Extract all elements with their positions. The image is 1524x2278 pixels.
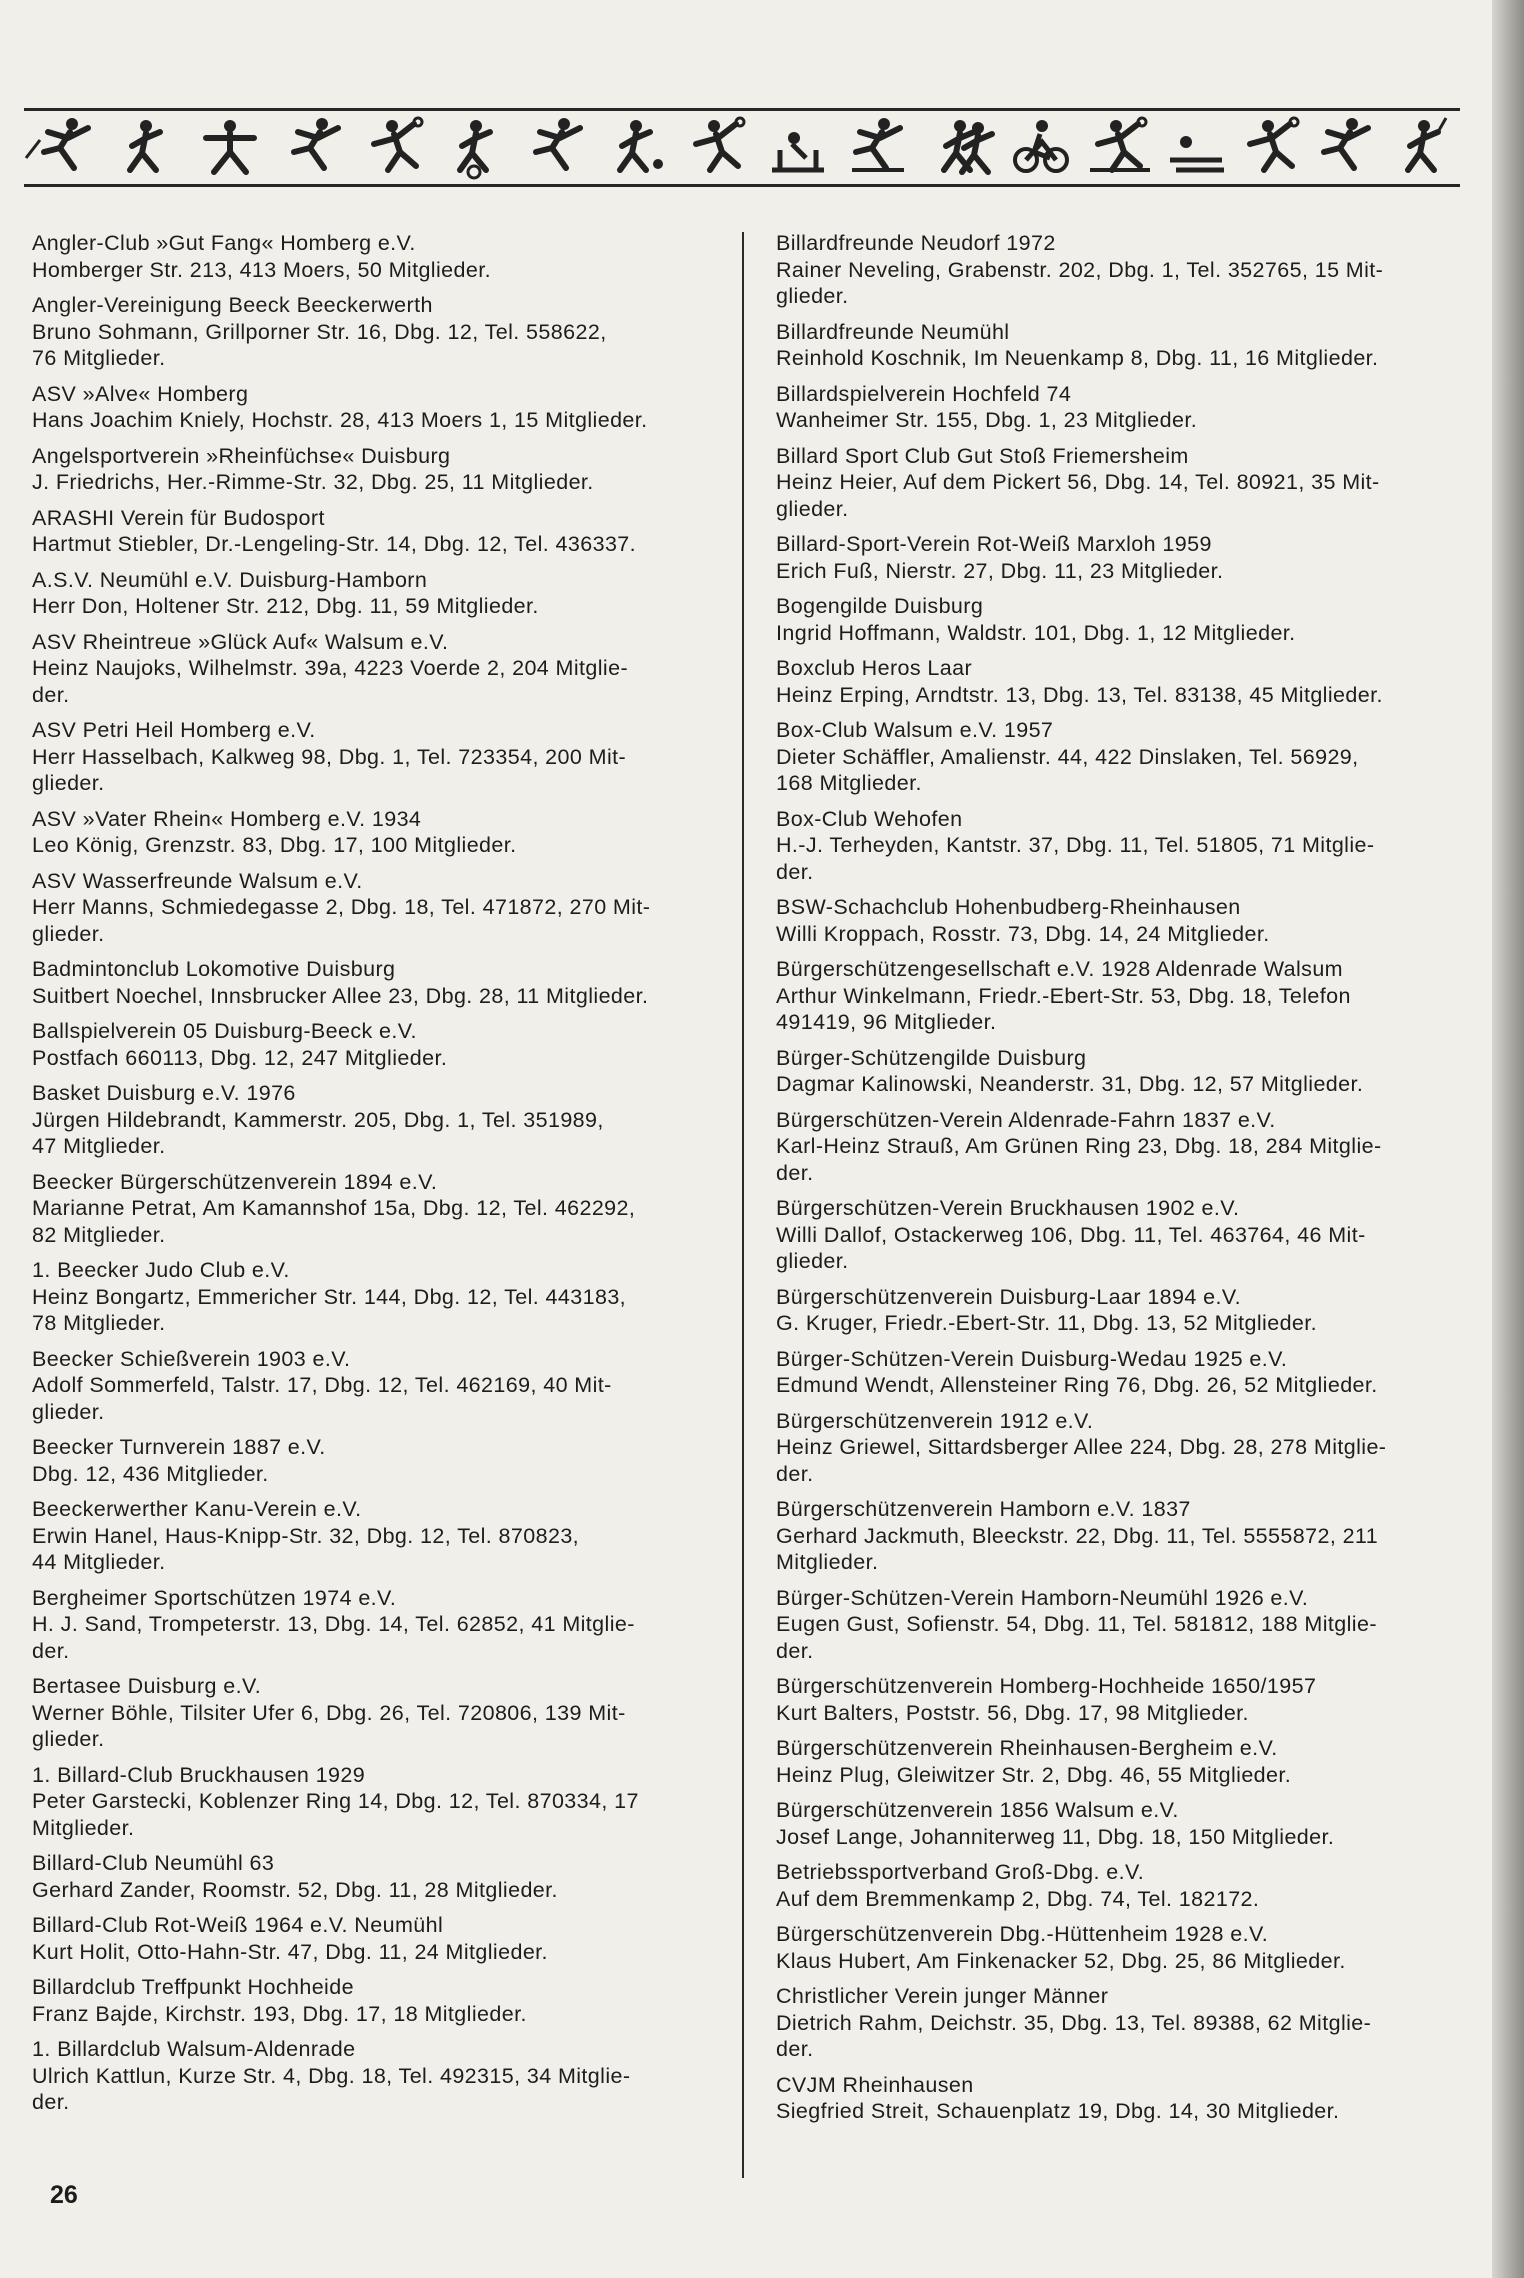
club-name: Bürgerschützenverein 1912 e.V. — [776, 1408, 1094, 1433]
club-name: ASV »Alve« Homberg — [32, 381, 249, 406]
header-rule-top — [24, 108, 1460, 111]
club-details-line: Auf dem Bremmenkamp 2, Dbg. 74, Tel. 182172. — [776, 1886, 1260, 1911]
sport-pictogram — [460, 120, 490, 178]
club-details-line: Heinz Erping, Arndtstr. 13, Dbg. 13, Tel. 83138, 45 Mitglieder. — [776, 682, 1383, 707]
club-details-line: Josef Lange, Johanniterweg 11, Dbg. 18, 150 Mitglieder. — [776, 1824, 1335, 1849]
club-name: Billard-Club Rot-Weiß 1964 e.V. Neumühl — [32, 1913, 444, 1937]
club-details-line: 82 Mitglieder. — [32, 1222, 166, 1247]
club-details-line: Karl-Heinz Strauß, Am Grünen Ring 23, Dbg. 18, 284 Mitglie- — [776, 1134, 1382, 1158]
sport-pictogram — [1408, 118, 1446, 170]
club-entry — [776, 593, 1456, 646]
club-details-line: Herr Hasselbach, Kalkweg 98, Dbg. 1, Tel. 723354, 200 Mit- — [32, 744, 627, 769]
club-name: Christlicher Verein junger Männer — [776, 1984, 1109, 2008]
club-details-line: Herr Manns, Schmiedegasse 2, Dbg. 18, Tel. 471872, 270 Mit- — [32, 895, 651, 919]
club-details-line: Hans Joachim Kniely, Hochstr. 28, 413 Moers 1, 15 Mitglieder. — [32, 408, 648, 432]
sport-pictogram — [130, 120, 160, 170]
club-entry — [776, 381, 1456, 434]
club-entry — [32, 1585, 732, 1665]
sport-pictogram — [620, 120, 663, 170]
club-entry — [776, 1585, 1456, 1665]
club-name: Bogengilde Duisburg — [776, 594, 984, 618]
club-entry — [32, 292, 732, 372]
column-divider — [742, 232, 744, 2178]
club-details-line: der. — [776, 859, 814, 884]
club-details-line: 78 Mitglieder. — [32, 1311, 166, 1335]
club-details-line: H.-J. Terheyden, Kantstr. 37, Dbg. 11, Tel. 51805, 71 Mitglie- — [776, 833, 1375, 857]
club-details-line: glieder. — [32, 1399, 105, 1424]
club-entry — [776, 1735, 1456, 1788]
club-details-line: 491419, 96 Mitglieder. — [776, 1010, 997, 1034]
club-details-line: Edmund Wendt, Allensteiner Ring 76, Dbg. 26, 52 Mitglieder. — [776, 1373, 1378, 1397]
page-number: 26 — [50, 2181, 78, 2209]
club-details-line: 44 Mitglieder. — [32, 1550, 166, 1574]
club-entry — [32, 806, 732, 859]
club-entry — [32, 868, 732, 948]
club-entry — [776, 1408, 1456, 1488]
club-details-line: Rainer Neveling, Grabenstr. 202, Dbg. 1, Tel. 352765, 15 Mit- — [776, 257, 1384, 282]
club-name: ASV Rheintreue »Glück Auf« Walsum e.V. — [32, 629, 449, 654]
club-entry — [32, 1912, 732, 1965]
club-entry — [776, 1284, 1456, 1337]
club-details-line: Mitglieder. — [32, 1815, 135, 1840]
club-entry — [776, 1921, 1456, 1974]
club-name: A.S.V. Neumühl e.V. Duisburg-Hamborn — [32, 567, 428, 592]
club-entry — [776, 956, 1456, 1036]
club-details-line: Jürgen Hildebrandt, Kammerstr. 205, Dbg. 1, Tel. 351989, — [32, 1107, 604, 1132]
club-details-line: Heinz Bongartz, Emmericher Str. 144, Dbg. 12, Tel. 443183, — [32, 1284, 627, 1309]
club-name: ASV »Vater Rhein« Homberg e.V. 1934 — [32, 806, 422, 831]
club-details-line: Dagmar Kalinowski, Neanderstr. 31, Dbg. 12, 57 Mitglieder. — [776, 1072, 1364, 1096]
club-details-line: Siegfried Streit, Schauenplatz 19, Dbg. 14, 30 Mitglieder. — [776, 2099, 1340, 2123]
club-entry — [32, 1673, 732, 1753]
club-name: Bürgerschützenverein Rheinhausen-Bergheim e.V. — [776, 1736, 1278, 1760]
club-name: Badmintonclub Lokomotive Duisburg — [32, 957, 396, 981]
club-name: Bürgerschützengesellschaft e.V. 1928 Aldenrade Walsum — [776, 957, 1343, 981]
club-details-line: Heinz Naujoks, Wilhelmstr. 39a, 4223 Voerde 2, 204 Mitglie- — [32, 656, 629, 680]
club-entry — [776, 655, 1456, 708]
club-details-line: der. — [32, 682, 70, 707]
club-entry — [32, 230, 732, 283]
sport-pictogram — [536, 118, 580, 168]
club-entry — [32, 2036, 732, 2116]
club-details-line: J. Friedrichs, Her.-Rimme-Str. 32, Dbg. 25, 11 Mitglieder. — [32, 470, 594, 494]
club-details-line: Wanheimer Str. 155, Dbg. 1, 23 Mitglieder. — [776, 408, 1198, 432]
club-name: Bürgerschützenverein 1856 Walsum e.V. — [776, 1798, 1179, 1822]
club-details-line: Suitbert Noechel, Innsbrucker Allee 23, Dbg. 28, 11 Mitglieder. — [32, 983, 649, 1008]
sport-pictogram — [944, 120, 992, 172]
club-details-line: 47 Mitglieder. — [32, 1134, 166, 1158]
club-details-line: G. Kruger, Friedr.-Ebert-Str. 11, Dbg. 13, 52 Mitglieder. — [776, 1311, 1318, 1335]
club-details-line: Heinz Plug, Gleiwitzer Str. 2, Dbg. 46, 55 Mitglieder. — [776, 1762, 1292, 1787]
club-name: Billard-Sport-Verein Rot-Weiß Marxloh 1959 — [776, 532, 1212, 556]
club-details-line: glieder. — [776, 1249, 849, 1273]
club-entry — [776, 1107, 1456, 1187]
club-name: Beecker Turnverein 1887 e.V. — [32, 1435, 326, 1459]
club-entry — [776, 1983, 1456, 2063]
sport-pictogram — [206, 120, 254, 172]
club-details-line: Ulrich Kattlun, Kurze Str. 4, Dbg. 18, Tel. 492315, 34 Mitglie- — [32, 2063, 631, 2088]
club-details-line: Adolf Sommerfeld, Talstr. 17, Dbg. 12, Tel. 462169, 40 Mit- — [32, 1373, 612, 1397]
club-details-line: glieder. — [32, 771, 105, 795]
club-entry — [776, 230, 1456, 310]
club-entry — [776, 443, 1456, 523]
club-entry — [776, 1859, 1456, 1912]
club-name: Bertasee Duisburg e.V. — [32, 1674, 262, 1698]
club-details-line: Dbg. 12, 436 Mitglieder. — [32, 1461, 269, 1486]
club-entry — [32, 567, 732, 620]
club-entry — [776, 1346, 1456, 1399]
sport-pictogram — [696, 118, 744, 170]
sport-pictogram — [1170, 136, 1224, 170]
club-details-line: Kurt Balters, Poststr. 56, Dbg. 17, 98 Mitglieder. — [776, 1700, 1249, 1725]
club-details-line: der. — [776, 2037, 814, 2061]
club-details-line: der. — [776, 1160, 814, 1185]
club-name: Betriebssportverband Groß-Dbg. e.V. — [776, 1860, 1145, 1884]
club-entry — [32, 505, 732, 558]
club-name: Billardfreunde Neumühl — [776, 319, 1010, 344]
club-details-line: Werner Böhle, Tilsiter Ufer 6, Dbg. 26, Tel. 720806, 139 Mit- — [32, 1700, 626, 1725]
club-entry — [776, 2072, 1456, 2125]
club-details-line: Peter Garstecki, Koblenzer Ring 14, Dbg. 12, Tel. 870334, 17 — [32, 1789, 639, 1813]
club-entry — [32, 1018, 732, 1071]
club-details-line: Herr Don, Holtener Str. 212, Dbg. 11, 59 Mitglieder. — [32, 594, 539, 618]
sport-pictogram-strip — [24, 112, 1460, 182]
club-details-line: Homberger Str. 213, 413 Moers, 50 Mitglieder. — [32, 257, 491, 282]
club-name: 1. Billardclub Walsum-Aldenrade — [32, 2037, 356, 2061]
sport-pictogram — [374, 118, 422, 170]
club-name: Billard Sport Club Gut Stoß Friemersheim — [776, 443, 1189, 468]
club-entry — [776, 1195, 1456, 1275]
club-details-line: glieder. — [776, 496, 849, 521]
club-details-line: glieder. — [32, 921, 105, 946]
club-name: 1. Billard-Club Bruckhausen 1929 — [32, 1762, 366, 1787]
club-entry — [32, 1974, 732, 2027]
club-name: Bürger-Schützengilde Duisburg — [776, 1045, 1087, 1070]
club-details-line: Ingrid Hoffmann, Waldstr. 101, Dbg. 1, 12 Mitglieder. — [776, 620, 1296, 645]
club-details-line: Arthur Winkelmann, Friedr.-Ebert-Str. 53, Dbg. 18, Telefon — [776, 983, 1351, 1008]
club-name: Bergheimer Sportschützen 1974 e.V. — [32, 1585, 397, 1610]
club-name: Beecker Bürgerschützenverein 1894 e.V. — [32, 1169, 438, 1194]
club-details-line: Willi Kroppach, Rosstr. 73, Dbg. 14, 24 Mitglieder. — [776, 921, 1270, 946]
club-entry — [32, 1850, 732, 1903]
club-name: Bürger-Schützen-Verein Hamborn-Neumühl 1926 e.V. — [776, 1585, 1309, 1610]
club-entry — [776, 319, 1456, 372]
club-details-line: der. — [776, 1638, 814, 1663]
club-entry — [776, 1673, 1456, 1726]
club-entry — [32, 1496, 732, 1576]
club-name: CVJM Rheinhausen — [776, 2072, 974, 2097]
club-details-line: Gerhard Jackmuth, Bleeckstr. 22, Dbg. 11, Tel. 5555872, 211 — [776, 1523, 1379, 1548]
club-details-line: Dieter Schäffler, Amalienstr. 44, 422 Dinslaken, Tel. 56929, — [776, 744, 1359, 769]
club-name: BSW-Schachclub Hohenbudberg-Rheinhausen — [776, 895, 1241, 919]
cycling-pictogram — [1015, 120, 1067, 171]
club-name: Beecker Schießverein 1903 e.V. — [32, 1346, 351, 1371]
club-details-line: Dietrich Rahm, Deichstr. 35, Dbg. 13, Tel. 89388, 62 Mitglie- — [776, 2010, 1372, 2035]
club-entry — [776, 894, 1456, 947]
club-details-line: Postfach 660113, Dbg. 12, 247 Mitglieder. — [32, 1045, 448, 1070]
club-entry — [32, 1169, 732, 1249]
club-name: Boxclub Heros Laar — [776, 656, 973, 680]
club-details-line: Heinz Heier, Auf dem Pickert 56, Dbg. 14, Tel. 80921, 35 Mit- — [776, 470, 1380, 494]
right-column — [776, 230, 1456, 2125]
club-name: Bürgerschützenverein Duisburg-Laar 1894 e.V. — [776, 1284, 1241, 1309]
club-details-line: Hartmut Stiebler, Dr.-Lengeling-Str. 14, Dbg. 12, Tel. 436337. — [32, 532, 637, 556]
club-name: ASV Petri Heil Homberg e.V. — [32, 718, 316, 742]
club-name: Bürgerschützen-Verein Bruckhausen 1902 e.V. — [776, 1196, 1240, 1220]
club-entry — [776, 1045, 1456, 1098]
club-details-line: Gerhard Zander, Roomstr. 52, Dbg. 11, 28 Mitglieder. — [32, 1877, 558, 1902]
club-name: Ballspielverein 05 Duisburg-Beeck e.V. — [32, 1019, 417, 1043]
club-details-line: Marianne Petrat, Am Kamannshof 15a, Dbg. 12, Tel. 462292, — [32, 1196, 636, 1220]
club-entry — [32, 1257, 732, 1337]
sport-pictogram — [772, 132, 824, 170]
club-name: Bürgerschützenverein Homberg-Hochheide 1650/1957 — [776, 1674, 1317, 1698]
club-name: ASV Wasserfreunde Walsum e.V. — [32, 868, 363, 893]
club-details-line: der. — [32, 1638, 70, 1663]
club-details-line: Mitglieder. — [776, 1550, 879, 1574]
club-entry — [776, 1496, 1456, 1576]
club-details-line: glieder. — [776, 284, 849, 308]
club-entry — [776, 531, 1456, 584]
club-entry — [776, 717, 1456, 797]
club-name: Billardfreunde Neudorf 1972 — [776, 231, 1056, 255]
page-edge-shadow — [1492, 0, 1524, 2278]
club-details-line: Willi Dallof, Ostackerweg 106, Dbg. 11, Tel. 463764, 46 Mit- — [776, 1222, 1366, 1247]
club-name: Angler-Club »Gut Fang« Homberg e.V. — [32, 231, 416, 255]
club-name: Basket Duisburg e.V. 1976 — [32, 1081, 296, 1105]
club-entry — [32, 956, 732, 1009]
club-details-line: Erwin Hanel, Haus-Knipp-Str. 32, Dbg. 12, Tel. 870823, — [32, 1523, 580, 1548]
club-name: 1. Beecker Judo Club e.V. — [32, 1258, 290, 1282]
club-details-line: Kurt Holit, Otto-Hahn-Str. 47, Dbg. 11, 24 Mitglieder. — [32, 1939, 548, 1964]
club-entry — [32, 1434, 732, 1487]
header-rule-bottom — [24, 184, 1460, 187]
club-entry — [32, 1346, 732, 1426]
club-details-line: Klaus Hubert, Am Finkenacker 52, Dbg. 25, 86 Mitglieder. — [776, 1948, 1346, 1973]
club-details-line: glieder. — [32, 1727, 105, 1751]
sport-pictogram — [1090, 118, 1150, 170]
fishing-pictogram — [26, 118, 88, 168]
club-details-line: der. — [32, 2090, 70, 2114]
club-entry — [32, 1080, 732, 1160]
club-name: Box-Club Wehofen — [776, 806, 963, 831]
club-details-line: Heinz Griewel, Sittardsberger Allee 224, Dbg. 28, 278 Mitglie- — [776, 1435, 1387, 1459]
club-name: Billardclub Treffpunkt Hochheide — [32, 1975, 354, 1999]
club-details-line: Bruno Sohmann, Grillporner Str. 16, Dbg. 12, Tel. 558622, — [32, 319, 607, 344]
club-name: Bürgerschützenverein Dbg.-Hüttenheim 1928 e.V. — [776, 1922, 1269, 1946]
club-name: Billard-Club Neumühl 63 — [32, 1851, 275, 1875]
club-name: Bürgerschützenverein Hamborn e.V. 1837 — [776, 1497, 1191, 1521]
club-name: Bürgerschützen-Verein Aldenrade-Fahrn 1837 e.V. — [776, 1107, 1276, 1132]
club-entry — [32, 717, 732, 797]
club-name: Beeckerwerther Kanu-Verein e.V. — [32, 1497, 362, 1521]
club-name: Box-Club Walsum e.V. 1957 — [776, 718, 1054, 742]
club-details-line: Erich Fuß, Nierstr. 27, Dbg. 11, 23 Mitglieder. — [776, 558, 1224, 583]
club-details-line: Reinhold Koschnik, Im Neuenkamp 8, Dbg. 11, 16 Mitglieder. — [776, 346, 1379, 370]
club-name: ARASHI Verein für Budosport — [32, 505, 325, 530]
club-details-line: Eugen Gust, Sofienstr. 54, Dbg. 11, Tel. 581812, 188 Mitglie- — [776, 1612, 1377, 1636]
club-details-line: H. J. Sand, Trompeterstr. 13, Dbg. 14, Tel. 62852, 41 Mitglie- — [32, 1612, 635, 1636]
club-name: Angelsportverein »Rheinfüchse« Duisburg — [32, 443, 451, 468]
sport-pictogram — [1324, 118, 1368, 168]
left-column — [32, 230, 732, 2116]
club-entry — [32, 1762, 732, 1842]
club-name: Billardspielverein Hochfeld 74 — [776, 381, 1072, 406]
sport-pictogram — [294, 118, 338, 168]
club-entry — [32, 443, 732, 496]
club-entry — [32, 381, 732, 434]
sport-pictogram — [852, 118, 904, 170]
club-details-line: Leo König, Grenzstr. 83, Dbg. 17, 100 Mitglieder. — [32, 833, 517, 857]
club-details-line: Franz Bajde, Kirchstr. 193, Dbg. 17, 18 Mitglieder. — [32, 2001, 527, 2026]
club-details-line: 76 Mitglieder. — [32, 346, 166, 370]
club-name: Angler-Vereinigung Beeck Beeckerwerth — [32, 293, 433, 317]
club-details-line: 168 Mitglieder. — [776, 771, 922, 795]
club-entry — [776, 1797, 1456, 1850]
sport-pictogram — [1250, 118, 1298, 170]
club-entry — [776, 806, 1456, 886]
club-name: Bürger-Schützen-Verein Duisburg-Wedau 1925 e.V. — [776, 1346, 1288, 1371]
club-entry — [32, 629, 732, 709]
club-details-line: der. — [776, 1461, 814, 1486]
